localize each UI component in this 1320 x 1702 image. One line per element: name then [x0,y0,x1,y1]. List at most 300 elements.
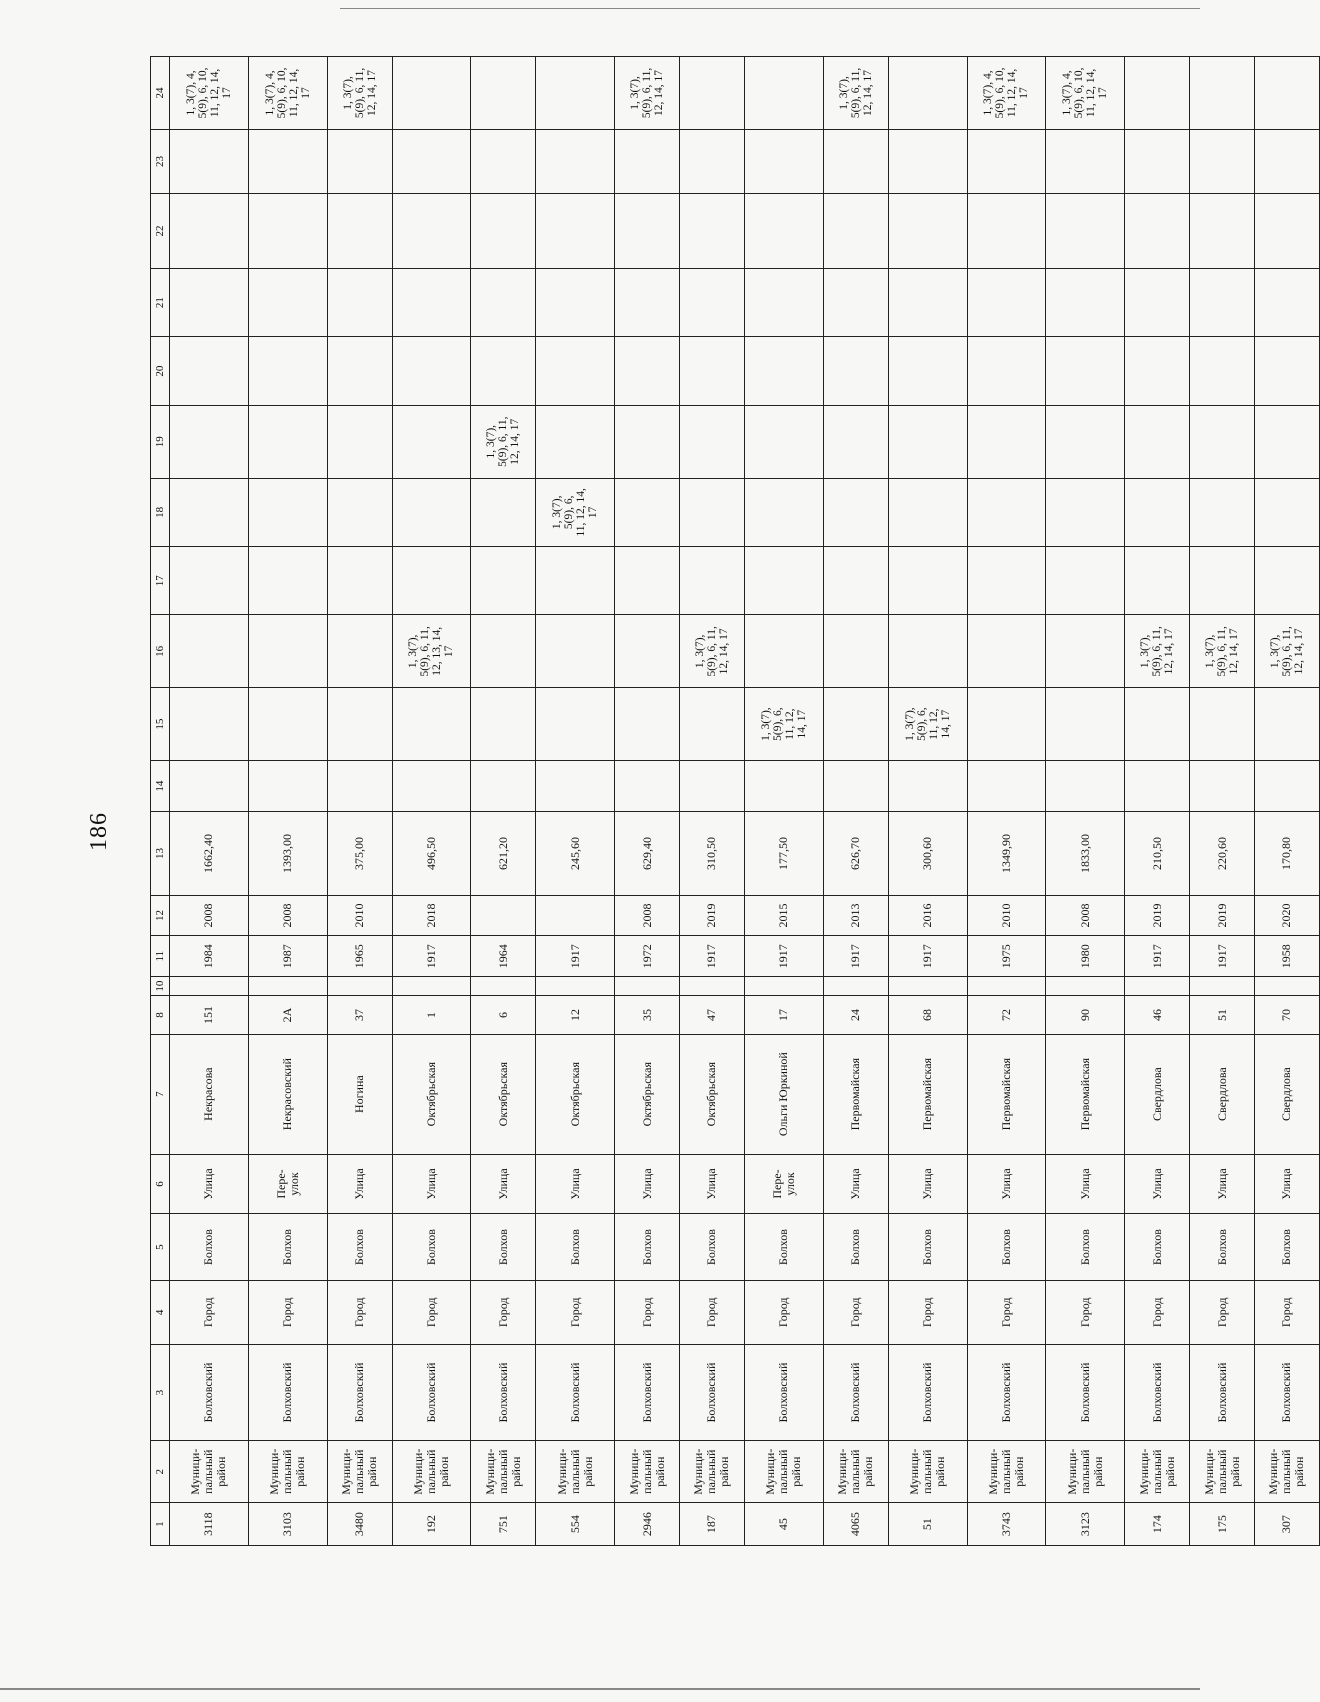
municipality-type: Муници- пальный район [680,1441,745,1503]
table-row [967,57,1046,1546]
col-19 [967,405,1046,478]
street-name: Ногина [327,1034,392,1154]
street-name: Октябрьская [615,1034,680,1154]
settlement: Болхов [615,1214,680,1280]
municipality-type: Муници- пальный район [536,1441,615,1503]
col-17 [967,547,1046,615]
table-row [1254,57,1319,1546]
col-19 [744,405,823,478]
col-23 [680,129,745,193]
settlement-type: Город [248,1280,327,1344]
year-repair [536,895,615,936]
col-16 [327,615,392,688]
col-18 [1190,478,1255,546]
col-23 [392,129,471,193]
settlement: Болхов [1254,1214,1319,1280]
settlement: Болхов [1125,1214,1190,1280]
col-16 [1046,615,1125,688]
table-row [170,57,249,1546]
street-type: Улица [1046,1154,1125,1214]
column-number-15: 15 [151,688,170,761]
col-18 [1254,478,1319,546]
street-name: Первомайская [1046,1034,1125,1154]
col-23 [1190,129,1255,193]
col-16 [248,615,327,688]
page-number: 186 [86,812,112,851]
table-row [392,57,471,1546]
col-21 [536,268,615,336]
settlement: Болхов [536,1214,615,1280]
col-21 [327,268,392,336]
street-type: Улица [680,1154,745,1214]
house-number: 37 [327,996,392,1035]
street-name: Октябрьская [392,1034,471,1154]
col-21 [615,268,680,336]
col-18 [823,478,888,546]
col-15 [1254,688,1319,761]
col-22 [1046,194,1125,269]
street-name: Первомайская [888,1034,967,1154]
col-15 [1125,688,1190,761]
col-10 [170,977,249,996]
year-built: 1917 [536,936,615,977]
column-number-7: 7 [151,1034,170,1154]
house-number: 72 [967,996,1046,1035]
record-id: 554 [536,1503,615,1546]
col-23 [967,129,1046,193]
col-18 [967,478,1046,546]
col-24 [744,57,823,130]
col-10 [248,977,327,996]
col-19 [248,405,327,478]
col-24 [392,57,471,130]
district: Болховский [471,1344,536,1440]
col-16 [536,615,615,688]
column-number-20: 20 [151,337,170,405]
district: Болховский [536,1344,615,1440]
record-id: 175 [1190,1503,1255,1546]
col-22 [967,194,1046,269]
record-id: 174 [1125,1503,1190,1546]
rotated-table-container [150,56,1320,1546]
street-type: Улица [170,1154,249,1214]
total-area: 626,70 [823,812,888,895]
col-16: 1, 3(7), 5(9), 6, 11, 12, 14, 17 [680,615,745,688]
col-24: 1, 3(7), 4, 5(9), 6, 10, 11, 12, 14, 17 [248,57,327,130]
municipality-type: Муници- пальный район [967,1441,1046,1503]
settlement-type: Город [967,1280,1046,1344]
column-number-3: 3 [151,1344,170,1440]
district: Болховский [327,1344,392,1440]
col-24: 1, 3(7), 5(9), 6, 11, 12, 14, 17 [327,57,392,130]
district: Болховский [744,1344,823,1440]
col-24 [680,57,745,130]
column-number-24: 24 [151,57,170,130]
col-24: 1, 3(7), 4, 5(9), 6, 10, 11, 12, 14, 17 [1046,57,1125,130]
year-built: 1975 [967,936,1046,977]
col-15 [248,688,327,761]
house-number: 151 [170,996,249,1035]
col-23 [1125,129,1190,193]
col-21 [1254,268,1319,336]
col-23 [615,129,680,193]
district: Болховский [1190,1344,1255,1440]
street-type: Улица [1254,1154,1319,1214]
street-type: Улица [327,1154,392,1214]
house-number: 90 [1046,996,1125,1035]
record-id: 187 [680,1503,745,1546]
col-22 [536,194,615,269]
col-21 [680,268,745,336]
col-17 [888,547,967,615]
col-10 [823,977,888,996]
col-19 [327,405,392,478]
col-19 [888,405,967,478]
col-14 [967,760,1046,811]
col-14 [823,760,888,811]
col-19: 1, 3(7), 5(9), 6, 11, 12, 14, 17 [471,405,536,478]
total-area: 1662,40 [170,812,249,895]
municipality-type: Муници- пальный район [823,1441,888,1503]
settlement-type: Город [536,1280,615,1344]
col-21 [888,268,967,336]
municipality-type: Муници- пальный район [888,1441,967,1503]
col-19 [823,405,888,478]
col-10 [1125,977,1190,996]
settlement: Болхов [967,1214,1046,1280]
street-type: Улица [471,1154,536,1214]
col-17 [823,547,888,615]
street-type: Улица [888,1154,967,1214]
table-row [1046,57,1125,1546]
record-id: 3103 [248,1503,327,1546]
total-area: 170,80 [1254,812,1319,895]
street-type: Улица [536,1154,615,1214]
year-built: 1917 [1125,936,1190,977]
municipality-type: Муници- пальный район [248,1441,327,1503]
year-repair: 2018 [392,895,471,936]
col-14 [1046,760,1125,811]
col-21 [744,268,823,336]
street-name: Первомайская [967,1034,1046,1154]
col-20 [471,337,536,405]
col-10 [471,977,536,996]
col-16: 1, 3(7), 5(9), 6, 11, 12, 13, 14, 17 [392,615,471,688]
col-15 [680,688,745,761]
column-number-2: 2 [151,1441,170,1503]
municipality-type: Муници- пальный район [392,1441,471,1503]
col-23 [1046,129,1125,193]
year-built: 1917 [744,936,823,977]
year-built: 1958 [1254,936,1319,977]
col-20 [615,337,680,405]
col-20 [327,337,392,405]
year-built: 1972 [615,936,680,977]
column-number-1: 1 [151,1503,170,1546]
total-area: 245,60 [536,812,615,895]
house-number: 6 [471,996,536,1035]
col-20 [392,337,471,405]
settlement-type: Город [471,1280,536,1344]
col-17 [1190,547,1255,615]
col-17 [170,547,249,615]
col-18: 1, 3(7), 5(9), 6, 11, 12, 14, 17 [536,478,615,546]
col-19 [392,405,471,478]
scan-edge-top [340,8,1200,9]
street-name: Первомайская [823,1034,888,1154]
year-built: 1917 [888,936,967,977]
street-type: Пере- улок [744,1154,823,1214]
col-18 [680,478,745,546]
street-type: Улица [967,1154,1046,1214]
col-22 [1254,194,1319,269]
column-number-5: 5 [151,1214,170,1280]
col-17 [1046,547,1125,615]
total-area: 621,20 [471,812,536,895]
col-22 [680,194,745,269]
table-row [471,57,536,1546]
settlement: Болхов [471,1214,536,1280]
house-number: 70 [1254,996,1319,1035]
col-14 [1190,760,1255,811]
house-number: 46 [1125,996,1190,1035]
year-repair: 2008 [170,895,249,936]
house-number: 1 [392,996,471,1035]
house-number: 2А [248,996,327,1035]
col-15 [170,688,249,761]
col-15 [536,688,615,761]
col-16 [967,615,1046,688]
table-body [170,57,1320,1546]
col-22 [615,194,680,269]
col-22 [823,194,888,269]
col-18 [392,478,471,546]
total-area: 310,50 [680,812,745,895]
col-16 [744,615,823,688]
col-18 [471,478,536,546]
col-16 [888,615,967,688]
year-repair: 2019 [1125,895,1190,936]
year-repair: 2015 [744,895,823,936]
settlement: Болхов [888,1214,967,1280]
col-14 [615,760,680,811]
year-repair: 2008 [615,895,680,936]
street-type: Пере- улок [248,1154,327,1214]
record-id: 307 [1254,1503,1319,1546]
col-24 [1254,57,1319,130]
street-type: Улица [823,1154,888,1214]
year-built: 1965 [327,936,392,977]
col-24: 1, 3(7), 5(9), 6, 11, 12, 14, 17 [823,57,888,130]
col-21 [823,268,888,336]
column-number-4: 4 [151,1280,170,1344]
col-14 [536,760,615,811]
col-22 [888,194,967,269]
col-14 [248,760,327,811]
year-repair: 2016 [888,895,967,936]
year-built: 1980 [1046,936,1125,977]
col-10 [967,977,1046,996]
year-built: 1984 [170,936,249,977]
street-name: Некрасова [170,1034,249,1154]
col-15 [1046,688,1125,761]
col-14 [327,760,392,811]
municipality-type: Муници- пальный район [170,1441,249,1503]
street-name: Октябрьская [471,1034,536,1154]
col-15: 1, 3(7), 5(9), 6, 11, 12, 14, 17 [744,688,823,761]
col-21 [471,268,536,336]
municipality-type: Муници- пальный район [471,1441,536,1503]
table-row [536,57,615,1546]
col-24: 1, 3(7), 4, 5(9), 6, 10, 11, 12, 14, 17 [967,57,1046,130]
col-22 [327,194,392,269]
settlement-type: Город [744,1280,823,1344]
col-16: 1, 3(7), 5(9), 6, 11, 12, 14, 17 [1254,615,1319,688]
district: Болховский [248,1344,327,1440]
col-15 [327,688,392,761]
col-14 [744,760,823,811]
col-24: 1, 3(7), 5(9), 6, 11, 12, 14, 17 [615,57,680,130]
col-19 [170,405,249,478]
house-number: 12 [536,996,615,1035]
table-row [615,57,680,1546]
col-19 [615,405,680,478]
settlement: Болхов [327,1214,392,1280]
col-14 [170,760,249,811]
col-15 [1190,688,1255,761]
settlement-type: Город [1190,1280,1255,1344]
settlement-type: Город [327,1280,392,1344]
col-22 [170,194,249,269]
street-name: Ольги Юркиной [744,1034,823,1154]
col-20 [967,337,1046,405]
col-17 [1125,547,1190,615]
col-16 [170,615,249,688]
col-24 [888,57,967,130]
col-14 [680,760,745,811]
col-10 [680,977,745,996]
district: Болховский [1254,1344,1319,1440]
house-number: 51 [1190,996,1255,1035]
col-15 [471,688,536,761]
col-16 [471,615,536,688]
year-built: 1964 [471,936,536,977]
table-row [888,57,967,1546]
column-number-8: 8 [151,996,170,1035]
col-10 [615,977,680,996]
street-name: Октябрьская [680,1034,745,1154]
municipality-type: Муници- пальный район [615,1441,680,1503]
col-23 [536,129,615,193]
col-18 [615,478,680,546]
col-10 [1190,977,1255,996]
settlement-type: Город [823,1280,888,1344]
col-20 [823,337,888,405]
municipality-type: Муници- пальный район [327,1441,392,1503]
total-area: 210,50 [1125,812,1190,895]
street-name: Свердлова [1190,1034,1255,1154]
year-built: 1917 [680,936,745,977]
district: Болховский [1125,1344,1190,1440]
column-number-13: 13 [151,812,170,895]
col-21 [170,268,249,336]
settlement: Болхов [1046,1214,1125,1280]
total-area: 300,60 [888,812,967,895]
col-18 [248,478,327,546]
column-number-10: 10 [151,977,170,996]
total-area: 1393,00 [248,812,327,895]
col-20 [680,337,745,405]
col-19 [1046,405,1125,478]
col-23 [823,129,888,193]
col-16 [615,615,680,688]
col-24 [1190,57,1255,130]
year-repair [471,895,536,936]
col-17 [744,547,823,615]
house-number: 35 [615,996,680,1035]
col-17 [536,547,615,615]
record-id: 2946 [615,1503,680,1546]
col-21 [1190,268,1255,336]
district: Болховский [392,1344,471,1440]
district: Болховский [170,1344,249,1440]
settlement-type: Город [1125,1280,1190,1344]
column-number-16: 16 [151,615,170,688]
col-10 [327,977,392,996]
col-24: 1, 3(7), 4, 5(9), 6, 10, 11, 12, 14, 17 [170,57,249,130]
record-id: 4065 [823,1503,888,1546]
col-23 [888,129,967,193]
col-15 [967,688,1046,761]
col-23 [248,129,327,193]
col-19 [680,405,745,478]
settlement: Болхов [392,1214,471,1280]
col-18 [1125,478,1190,546]
street-name: Некрасовский [248,1034,327,1154]
year-repair: 2010 [327,895,392,936]
year-repair: 2013 [823,895,888,936]
house-number: 24 [823,996,888,1035]
col-19 [536,405,615,478]
municipality-type: Муници- пальный район [1190,1441,1255,1503]
street-name: Октябрьская [536,1034,615,1154]
street-type: Улица [615,1154,680,1214]
col-10 [888,977,967,996]
col-21 [392,268,471,336]
record-id: 45 [744,1503,823,1546]
housing-register-table [150,56,1320,1546]
col-10 [536,977,615,996]
house-number: 17 [744,996,823,1035]
col-10 [392,977,471,996]
col-20 [1046,337,1125,405]
col-17 [327,547,392,615]
col-21 [967,268,1046,336]
col-14 [471,760,536,811]
settlement-type: Город [1046,1280,1125,1344]
col-14 [392,760,471,811]
col-22 [1190,194,1255,269]
col-22 [392,194,471,269]
total-area: 220,60 [1190,812,1255,895]
col-14 [888,760,967,811]
col-22 [744,194,823,269]
column-number-12: 12 [151,895,170,936]
record-id: 192 [392,1503,471,1546]
municipality-type: Муници- пальный район [1254,1441,1319,1503]
col-24 [1125,57,1190,130]
col-18 [327,478,392,546]
